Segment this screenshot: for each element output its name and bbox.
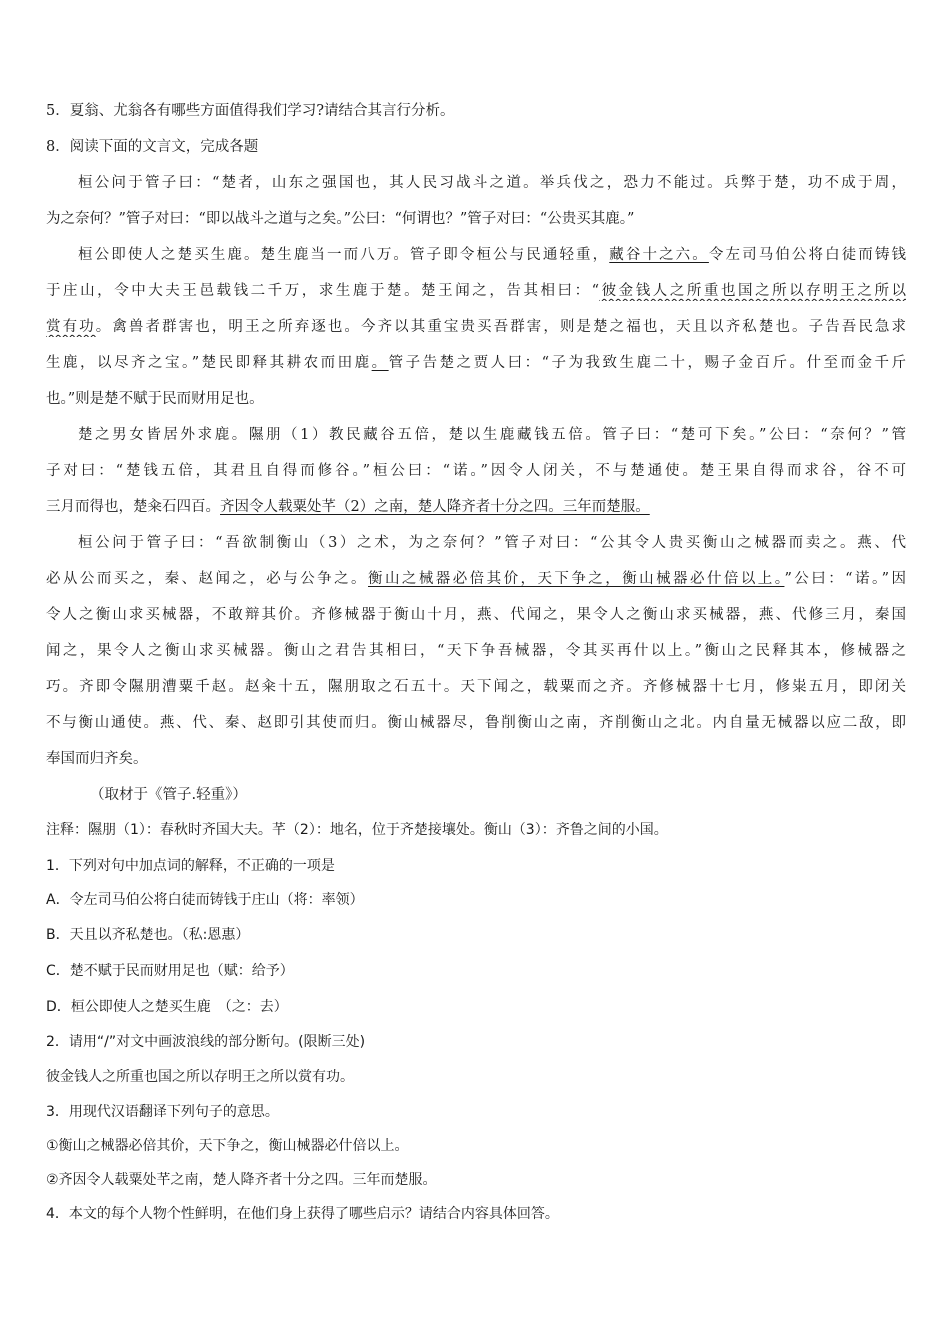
passage-p3-line1: 楚之男女皆居外求鹿。隰朋（1）教民藏谷五倍，楚以生鹿藏钱五倍。管子曰：“楚可下矣。”公曰：“奈何？”管 xyxy=(78,427,906,443)
underlined-sentence-2: 齐因令人载粟处芊（2）之南，楚人降齐者十分之四。三年而楚服。 xyxy=(220,499,650,515)
question-3: 3．用现代汉语翻译下列句子的意思。 xyxy=(46,1104,279,1120)
question-8-heading: 8．阅读下面的文言文，完成各题 xyxy=(46,139,259,155)
underlined-sentence-1: 衡山之械器必倍其价，天下争之，衡山械器必什倍以上。 xyxy=(368,571,785,587)
underlined-phrase: 藏谷十之六。 xyxy=(609,247,709,263)
passage-p4-line4: 闻之，果令人之衡山求买械器。衡山之君告其相曰，“天下争吾械器，令其买再什以上。”衡山之民释其本，修械器之 xyxy=(46,643,906,659)
passage-p2-line2: 于庄山，令中大夫王邑载钱二千万，求生鹿于楚。楚王闻之，告其相曰：“彼金钱人之所重也国之所以存明王之所以 xyxy=(46,283,906,299)
passage-p2-line1: 桓公即使人之楚买生鹿。楚生鹿当一而八万。管子即令桓公与民通轻重，藏谷十之六。令左司马伯公将白徒而铸钱 xyxy=(78,247,906,263)
passage-p2-line3: 赏有功。禽兽者群害也，明王之所弃逐也。今齐以其重宝贵买吾群害，则是楚之福也，天且以齐私楚也。子告吾民急求 xyxy=(46,319,906,335)
passage-p4-line2: 必从公而买之，秦、赵闻之，必与公争之。衡山之械器必倍其价，天下争之，衡山械器必什倍以上。”公曰：“诺。”因 xyxy=(46,571,906,587)
question-5-prev: 5．夏翁、尤翁各有哪些方面值得我们学习?请结合其言行分析。 xyxy=(46,103,455,119)
wavy-underline-sentence: 彼金钱人之所重也国之所以存明王之所以 xyxy=(599,283,906,299)
question-3-sentence-2: ②齐因令人载粟处芊之南，楚人降齐者十分之四。三年而楚服。 xyxy=(46,1172,437,1188)
question-2: 2．请用“/”对文中画波浪线的部分断句。(限断三处) xyxy=(46,1034,366,1050)
wavy-underline-sentence-end: 赏有功 xyxy=(46,319,96,335)
passage-p3-line2: 子对曰：“楚钱五倍，其君且自得而修谷。”桓公曰：“诺。”因令人闭关，不与楚通使。楚王果自得而求谷，谷不可 xyxy=(46,463,906,479)
passage-p4-line3: 令人之衡山求买械器，不敢辩其价。齐修械器于衡山十月，燕、代闻之，果令人之衡山求买械器，燕、代修三月，秦国 xyxy=(46,607,906,623)
question-1-option-d: D．桓公即使人之楚买生鹿 （之：去） xyxy=(46,999,288,1015)
passage-p3-line3: 三月而得也，楚籴石四百。齐因令人载粟处芊（2）之南，楚人降齐者十分之四。三年而楚服。 xyxy=(46,499,650,515)
question-1-option-c: C．楚不赋于民而财用足也（赋：给予） xyxy=(46,963,294,979)
source-citation: （取材于《管子.轻重》） xyxy=(90,787,247,803)
passage-p1-line2: 为之奈何？”管子对曰：“即以战斗之道与之矣。”公曰：“何谓也？”管子对曰：“公贵买其鹿。” xyxy=(46,211,635,227)
question-4: 4．本文的每个人物个性鲜明，在他们身上获得了哪些启示？请结合内容具体回答。 xyxy=(46,1206,559,1222)
passage-p2-line4: 生鹿，以尽齐之宝。”楚民即释其耕农而田鹿。管子告楚之贾人曰：“子为我致生鹿二十，赐子金百斤。什至而金千斤 xyxy=(46,355,906,371)
footnotes: 注释：隰朋（1）：春秋时齐国大夫。芊（2）：地名，位于齐楚接壤处。衡山（3）：齐鲁之间的小国。 xyxy=(46,822,668,838)
question-2-text: 彼金钱人之所重也国之所以存明王之所以赏有功。 xyxy=(46,1069,354,1085)
passage-p1-line1: 桓公问于管子曰：“楚者，山东之强国也，其人民习战斗之道。举兵伐之，恐力不能过。兵弊于楚，功不成于周， xyxy=(78,175,906,191)
passage-p2-line5: 也。”则是楚不赋于民而财用足也。 xyxy=(46,391,264,407)
question-1-option-a: A．令左司马伯公将白徒而铸钱于庄山（将：率领） xyxy=(46,892,364,908)
passage-p4-line7: 奉国而归齐矣。 xyxy=(46,751,148,767)
question-3-sentence-1: ①衡山之械器必倍其价，天下争之，衡山械器必什倍以上。 xyxy=(46,1138,409,1154)
passage-p4-line6: 不与衡山通使。燕、代、秦、赵即引其使而归。衡山械器尽，鲁削衡山之南，齐削衡山之北。内自量无械器以应二敌，即 xyxy=(46,715,906,731)
question-1-option-b: B．天且以齐私楚也。（私:恩惠） xyxy=(46,927,250,943)
question-1: 1．下列对句中加点词的解释，不正确的一项是 xyxy=(46,858,335,874)
passage-p4-line5: 巧。齐即令隰朋漕粟千赵。赵籴十五，隰朋取之石五十。天下闻之，载粟而之齐。齐修械器十七月，修粜五月，即闭关 xyxy=(46,679,906,695)
passage-p4-line1: 桓公问于管子曰：“吾欲制衡山（3）之术，为之奈何？”管子对曰：“公其令人贵买衡山之械器而卖之。燕、代 xyxy=(78,535,906,551)
